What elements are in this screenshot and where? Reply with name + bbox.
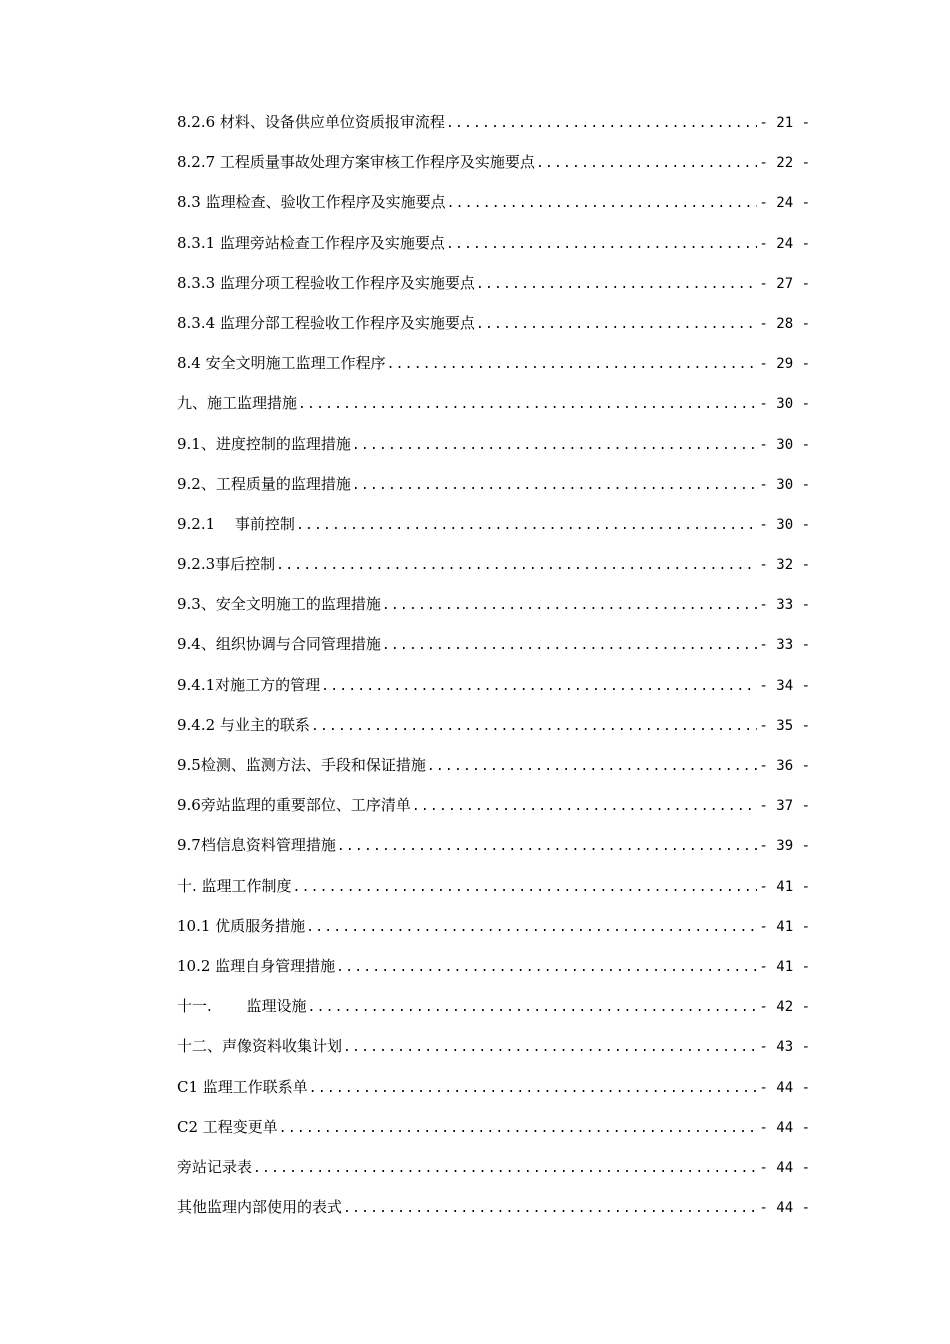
toc-entry[interactable] [177,996,810,1036]
toc-entry-title: 9.2.1 事前控制 [177,514,295,533]
toc-dot-leader [427,757,758,777]
toc-page-number: - 32 - [759,557,810,574]
toc-dot-leader [476,315,757,335]
toc-dot-leader [279,1119,758,1139]
toc-entry[interactable] [177,1077,810,1117]
toc-entry-title: 8.3.3 监理分项工程验收工作程序及实施要点 [177,273,475,292]
toc-dot-leader [352,436,758,456]
toc-entry-title: 10.2 监理自身管理措施 [177,956,336,975]
toc-entry-title: 旁站记录表 [177,1157,253,1176]
toc-dot-leader [276,556,757,576]
toc-entry[interactable] [177,393,810,433]
toc-page-number: - 44 - [759,1079,810,1096]
toc-entry[interactable] [177,233,810,273]
toc-page-number: - 24 - [759,235,810,252]
toc-entry-title: 九、施工监理措施 [177,394,298,413]
toc-dot-leader [253,1159,757,1179]
toc-page-number: - 37 - [759,798,810,815]
toc-page-number: - 44 - [759,1119,810,1136]
toc-page-number: - 30 - [759,396,810,413]
toc-entry-title: 9.6旁站监理的重要部位、工序清单 [177,796,411,815]
toc-entry-title: 10.1 优质服务措施 [177,916,306,935]
toc-entry-title: 其他监理内部使用的表式 [177,1198,343,1217]
toc-dot-leader [447,194,758,214]
toc-entry-title: 十二、声像资料收集计划 [177,1037,343,1056]
toc-dot-leader [412,797,758,817]
toc-entry[interactable] [177,152,810,192]
toc-entry[interactable] [177,835,810,875]
toc-dot-leader [306,918,757,938]
toc-entry-title: 9.7档信息资料管理措施 [177,836,336,855]
toc-dot-leader [536,154,757,174]
toc-entry[interactable] [177,916,810,956]
toc-page-number: - 29 - [759,356,810,373]
toc-entry[interactable] [177,353,810,393]
toc-entry-title: 9.3、安全文明施工的监理措施 [177,595,381,614]
toc-entry-title: 9.1、进度控制的监理措施 [177,434,351,453]
toc-entry[interactable] [177,554,810,594]
toc-page-number: - 42 - [759,999,810,1016]
toc-dot-leader [446,114,757,134]
toc-page-number: - 44 - [759,1200,810,1217]
toc-entry-title: 十一. 监理设施 [177,997,307,1016]
toc-dot-leader [296,516,757,536]
toc-entry-title: 8.3.4 监理分部工程验收工作程序及实施要点 [177,313,475,332]
toc-page-number: - 41 - [759,918,810,935]
toc-page-number: - 44 - [759,1159,810,1176]
toc-page-number: - 39 - [759,838,810,855]
toc-entry[interactable] [177,112,810,152]
toc-dot-leader [309,1079,758,1099]
toc-page-number: - 22 - [759,155,810,172]
toc-page-number: - 35 - [759,717,810,734]
toc-entry[interactable] [177,474,810,514]
toc-entry-title: C2 工程变更单 [177,1117,278,1136]
toc-entry-title: 8.4 安全文明施工监理工作程序 [177,354,386,373]
toc-dot-leader [446,235,757,255]
toc-entry[interactable] [177,876,810,916]
toc-dot-leader [476,275,757,295]
toc-page-number: - 24 - [759,195,810,212]
toc-dot-leader [337,837,758,857]
toc-entry[interactable] [177,795,810,835]
toc-dot-leader [308,998,758,1018]
toc-dot-leader [343,1199,757,1219]
toc-page-number: - 43 - [759,1039,810,1056]
toc-entry-title: C1 监理工作联系单 [177,1077,308,1096]
toc-dot-leader [343,1038,757,1058]
toc-entry[interactable] [177,273,810,313]
toc-entry-title: 8.2.7 工程质量事故处理方案审核工作程序及实施要点 [177,153,535,172]
toc-entry[interactable] [177,1197,810,1237]
toc-entry-title: 9.4、组织协调与合同管理措施 [177,635,381,654]
toc-page-number: - 30 - [759,436,810,453]
toc-dot-leader [382,596,758,616]
toc-page-number: - 41 - [759,958,810,975]
toc-dot-leader [298,395,757,415]
toc-entry[interactable] [177,1036,810,1076]
toc-entry[interactable] [177,514,810,554]
toc-entry-title: 8.2.6 材料、设备供应单位资质报审流程 [177,113,445,131]
toc-entry-title: 9.2.3事后控制 [177,555,276,574]
toc-entry[interactable] [177,434,810,474]
toc-dot-leader [352,476,758,496]
toc-entry-title: 9.4.2 与业主的联系 [177,715,310,734]
toc-dot-leader [321,677,757,697]
toc-entry-title: 8.3.1 监理旁站检查工作程序及实施要点 [177,233,445,252]
toc-page-number: - 34 - [759,677,810,694]
toc-page-number: - 41 - [759,878,810,895]
toc-entry[interactable] [177,1117,810,1157]
toc-page-number: - 33 - [759,637,810,654]
toc-entry[interactable] [177,594,810,634]
toc-entry-title: 9.4.1对施工方的管理 [177,675,321,694]
table-of-contents [177,112,810,1237]
toc-page-number: - 30 - [759,516,810,533]
toc-dot-leader [382,636,758,656]
toc-page-number: - 28 - [759,315,810,332]
toc-dot-leader [336,958,757,978]
toc-entry[interactable] [177,313,810,353]
toc-entry[interactable] [177,675,810,715]
toc-entry[interactable] [177,956,810,996]
toc-dot-leader [387,355,758,375]
toc-page-number: - 21 - [759,115,810,131]
toc-page-number: - 33 - [759,597,810,614]
toc-entry-title: 9.2、工程质量的监理措施 [177,474,351,493]
toc-entry-title: 十. 监理工作制度 [177,876,292,895]
toc-entry[interactable] [177,715,810,755]
toc-page-number: - 27 - [759,275,810,292]
toc-dot-leader [293,878,758,898]
toc-dot-leader [311,717,757,737]
toc-entry-title: 9.5检测、监测方法、手段和保证措施 [177,756,426,774]
toc-page-number: - 36 - [759,758,810,774]
toc-entry[interactable] [177,634,810,674]
toc-entry[interactable] [177,192,810,232]
toc-entry-title: 8.3 监理检查、验收工作程序及实施要点 [177,193,446,212]
toc-entry[interactable] [177,1157,810,1197]
toc-entry[interactable] [177,755,810,795]
toc-page-number: - 30 - [759,476,810,493]
